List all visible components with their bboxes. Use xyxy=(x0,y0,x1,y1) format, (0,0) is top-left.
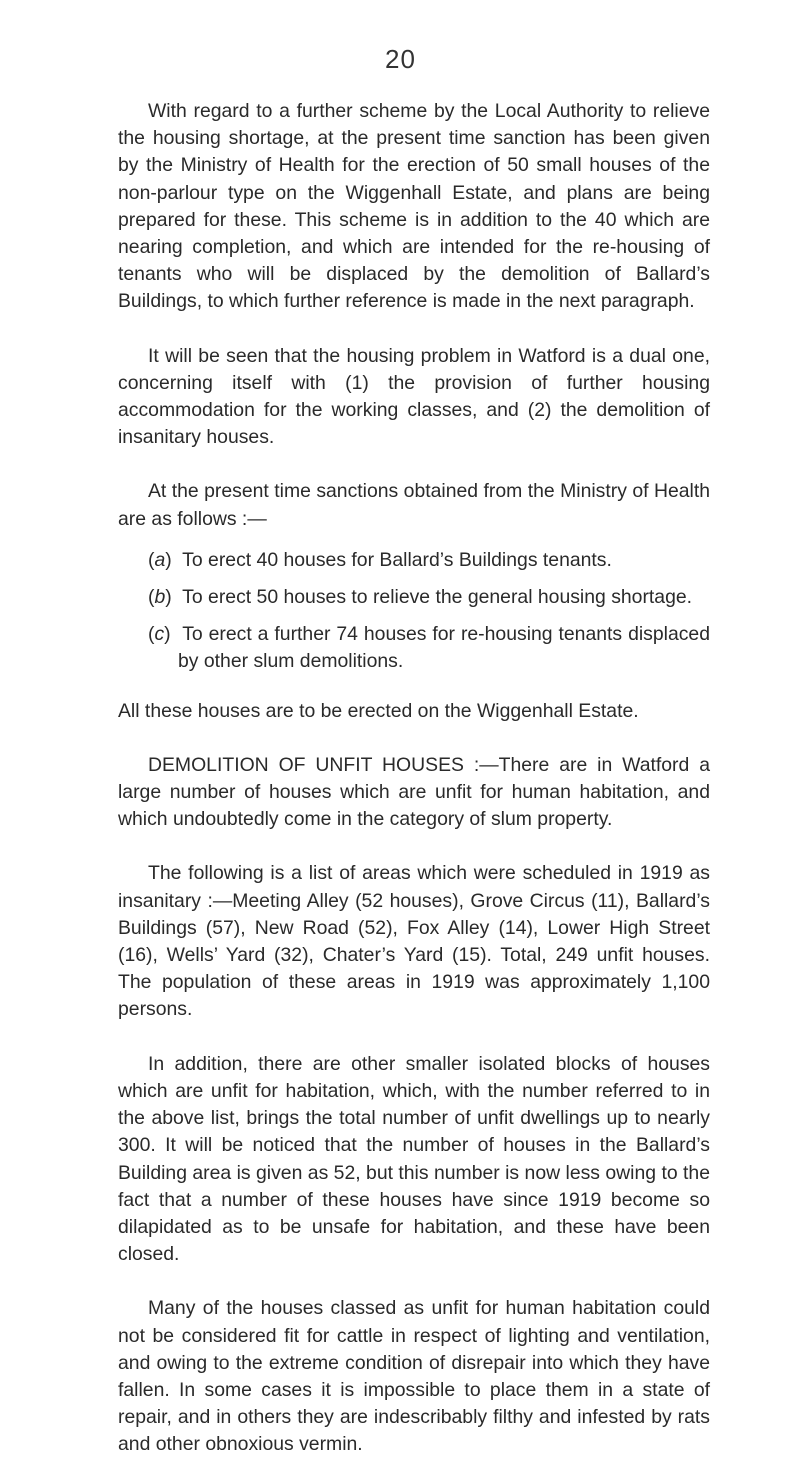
page-number: 20 xyxy=(385,44,416,74)
paragraph-wiggenhall-estate: All these houses are to be erected on the Wiggenhall Estate. xyxy=(118,699,639,722)
list-item-text: To erect 40 houses for Ballard’s Buildings tenants. xyxy=(182,548,612,571)
list-item-label: (b) xyxy=(148,586,172,609)
list-item xyxy=(148,584,710,611)
paragraph-local-authority-scheme: With regard to a further scheme by the Local Authority to relieve the housing shortage, at the present time sanction has been given by the Ministry of Health for the erection of 50 small houses of the non-parlour type on the Wiggenhall Estate, and plans are being prepared for these. This scheme is in addition to the 40 which are nearing completion, and which are intended for the re-housing of tenants who will be displaced by the demolition of Ballard’s Buildings, to which further reference is made in the next paragraph. xyxy=(118,100,710,313)
paragraph-smaller-isolated-blocks: In addition, there are other smaller isolated blocks of houses which are unfit for habitation, which, with the number referred to in the above list, brings the total number of unfit dwellings up to nearly 300. It will be noticed that the number of houses in the Ballard’s Building area is given as 52, but this number is now less owing to the fact that a number of these houses have since 1919 become so dilapidated as to be unsafe for habitation, and these have been closed. xyxy=(118,1052,710,1266)
page-body xyxy=(118,98,710,1459)
list-item-text: To erect a further 74 houses for re-housing tenants displaced by other slum demolitions. xyxy=(178,623,710,673)
paragraph-insanitary-areas-list: The following is a list of areas which were scheduled in 1919 as insanitary :—Meeting Alley (52 houses), Grove Circus (11), Ballard’s Buildings (57), New Road (52), Fox Alley (14), Lower High Street (16), Wells’ Yard (32), Chater’s Yard (15). Total, 249 unfit houses. The population of these areas in 1919 was approximately 1,100 persons. xyxy=(118,862,710,1021)
list-item-text: To erect 50 houses to relieve the general housing shortage. xyxy=(182,586,693,609)
paragraph-demolition-unfit-houses: DEMOLITION OF UNFIT HOUSES :—There are in Watford a large number of houses which are unfit for human habitation, and which undoubtedly come in the category of slum property. xyxy=(118,753,710,831)
list-item xyxy=(148,621,710,675)
paragraph-dual-problem: It will be seen that the housing problem in Watford is a dual one, concerning itself with (1) the provision of further housing accommodation for the working classes, and (2) the demolition of insanitary houses. xyxy=(118,344,710,449)
list-item xyxy=(148,547,710,574)
list-item-label: (a) xyxy=(148,548,172,571)
paragraph-unfit-conditions: Many of the houses classed as unfit for human habitation could not be considered fit for cattle in respect of lighting and ventilation, and owing to the extreme condition of disrepair into which they have fallen. In some cases it is impossible to place them in a state of repair, and in others they are indescribably filthy and infested by rats and other obnoxious vermin. xyxy=(118,1297,710,1456)
paragraph-sanctions-intro: At the present time sanctions obtained from the Ministry of Health are as follows :— xyxy=(118,480,710,530)
sanctions-list xyxy=(118,547,710,676)
list-item-label: (c) xyxy=(148,623,171,646)
